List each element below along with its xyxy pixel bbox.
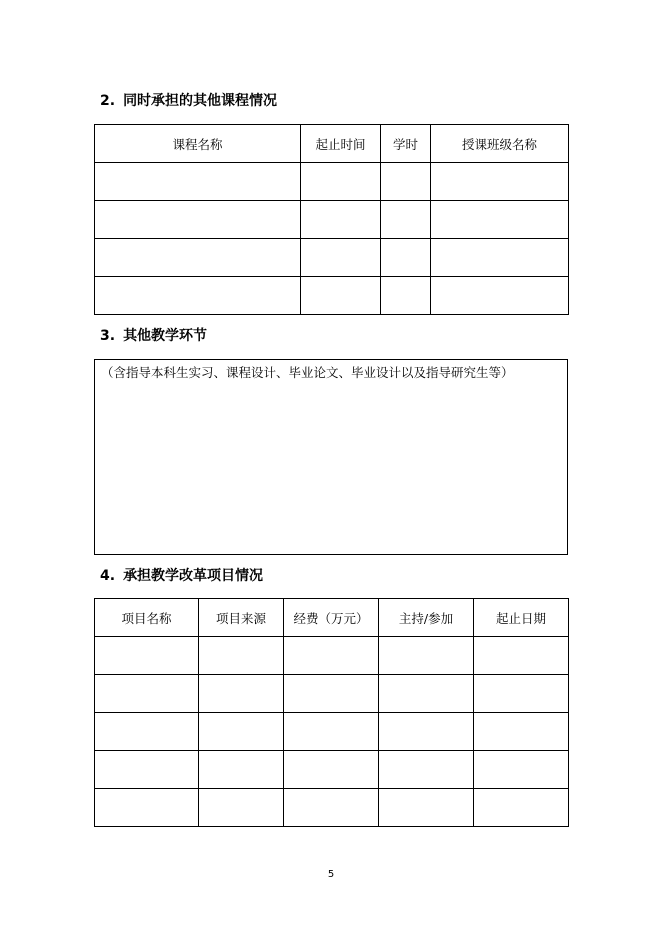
column-header-hours: 学时: [381, 125, 431, 163]
section-4-title: 承担教学改革项目情况: [123, 568, 264, 584]
table-cell[interactable]: [199, 713, 284, 751]
section-3-title: 其他教学环节: [123, 328, 208, 344]
table-cell[interactable]: [284, 637, 379, 675]
column-header-class-name: 授课班级名称: [431, 125, 569, 163]
table-cell[interactable]: [381, 201, 431, 239]
table-cell[interactable]: [381, 163, 431, 201]
table-cell[interactable]: [379, 789, 474, 827]
table-cell[interactable]: [95, 637, 199, 675]
other-teaching-note: （含指导本科生实习、课程设计、毕业论文、毕业设计以及指导研究生等）: [101, 365, 514, 380]
table-row: [95, 713, 569, 751]
table-row: [95, 637, 569, 675]
table-cell[interactable]: [284, 751, 379, 789]
table-cell[interactable]: [474, 637, 569, 675]
table-cell[interactable]: [474, 713, 569, 751]
table-cell[interactable]: [199, 675, 284, 713]
table-cell[interactable]: [95, 675, 199, 713]
table-cell[interactable]: [95, 789, 199, 827]
table-cell[interactable]: [301, 277, 381, 315]
table-cell[interactable]: [284, 675, 379, 713]
table-cell[interactable]: [199, 637, 284, 675]
table-row: [95, 675, 569, 713]
table-cell[interactable]: [431, 239, 569, 277]
table-cell[interactable]: [431, 163, 569, 201]
table-cell[interactable]: [381, 239, 431, 277]
table-cell[interactable]: [95, 277, 301, 315]
table-cell[interactable]: [379, 713, 474, 751]
section-4-heading: [100, 565, 263, 585]
table-cell[interactable]: [199, 789, 284, 827]
table-cell[interactable]: [284, 713, 379, 751]
column-header-project-source: 项目来源: [199, 599, 284, 637]
reform-projects-table: [94, 598, 569, 827]
section-2-heading: [100, 90, 277, 110]
table-cell[interactable]: [381, 277, 431, 315]
table-cell[interactable]: [474, 751, 569, 789]
table-cell[interactable]: [284, 789, 379, 827]
column-header-role: 主持/参加: [379, 599, 474, 637]
table-header-row: [95, 125, 569, 163]
table-cell[interactable]: [431, 277, 569, 315]
table-cell[interactable]: [95, 751, 199, 789]
table-header-row: [95, 599, 569, 637]
table-row: [95, 789, 569, 827]
table-cell[interactable]: [379, 675, 474, 713]
table-cell[interactable]: [95, 163, 301, 201]
other-courses-table: [94, 124, 569, 315]
column-header-funding: 经费（万元）: [284, 599, 379, 637]
table-row: [95, 201, 569, 239]
table-cell[interactable]: [95, 713, 199, 751]
table-cell[interactable]: [199, 751, 284, 789]
column-header-project-name: 项目名称: [95, 599, 199, 637]
table-row: [95, 277, 569, 315]
section-2-number: 2.: [100, 93, 116, 109]
page-number: 5: [327, 869, 335, 880]
column-header-dates: 起止日期: [474, 599, 569, 637]
table-cell[interactable]: [379, 637, 474, 675]
table-cell[interactable]: [379, 751, 474, 789]
table-row: [95, 239, 569, 277]
table-cell[interactable]: [301, 201, 381, 239]
section-3-heading: [100, 325, 207, 345]
table-cell[interactable]: [301, 163, 381, 201]
column-header-period: 起止时间: [301, 125, 381, 163]
section-4-number: 4.: [100, 568, 116, 584]
table-cell[interactable]: [474, 675, 569, 713]
column-header-course-name: 课程名称: [95, 125, 301, 163]
table-cell[interactable]: [95, 239, 301, 277]
section-3-number: 3.: [100, 328, 116, 344]
other-teaching-box[interactable]: [94, 359, 568, 555]
table-cell[interactable]: [301, 239, 381, 277]
table-cell[interactable]: [431, 201, 569, 239]
table-cell[interactable]: [474, 789, 569, 827]
section-2-title: 同时承担的其他课程情况: [123, 93, 278, 109]
table-row: [95, 163, 569, 201]
table-row: [95, 751, 569, 789]
table-cell[interactable]: [95, 201, 301, 239]
